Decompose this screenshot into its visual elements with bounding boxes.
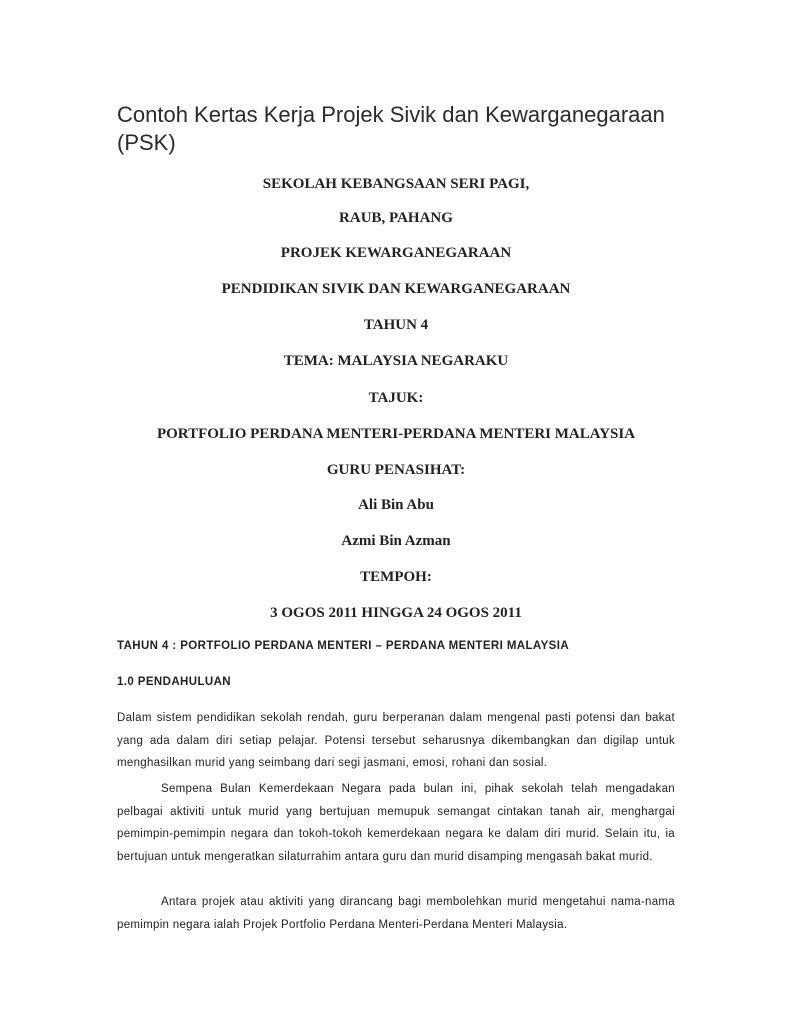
cover-year: TAHUN 4 <box>363 317 429 333</box>
cover-duration-value: 3 OGOS 2011 HINGGA 24 OGOS 2011 <box>270 605 522 621</box>
section-title: TAHUN 4 : PORTFOLIO PERDANA MENTERI – PERDANA MENTERI MALAYSIA <box>117 640 570 652</box>
cover-title-value: PORTFOLIO PERDANA MENTERI-PERDANA MENTERI MALAYSIA <box>156 426 636 442</box>
document-title: Contoh Kertas Kerja Projek Sivik dan Kewarganegaraan (PSK) <box>117 102 665 155</box>
cover-subject: PENDIDIKAN SIVIK DAN KEWARGANEGARAAN <box>221 281 571 297</box>
paragraph-3: Antara projek atau aktiviti yang dirancang bagi membolehkan murid mengetahui nama-nama pemimpin negara ialah Projek Portfolio Perdana Menteri-Perdana Menteri Malaysia. <box>117 896 675 931</box>
cover-duration-label: TEMPOH: <box>360 569 432 585</box>
cover-title-label: TAJUK: <box>368 390 424 406</box>
cover-theme: TEMA: MALAYSIA NEGARAKU <box>283 353 509 369</box>
cover-advisor-2: Azmi Bin Azman <box>341 533 451 549</box>
cover-advisor-1: Ali Bin Abu <box>358 497 434 513</box>
intro-heading: 1.0 PENDAHULUAN <box>117 676 231 688</box>
cover-advisor-label: GURU PENASIHAT: <box>326 462 466 478</box>
cover-location: RAUB, PAHANG <box>339 210 453 226</box>
paragraph-2: Sempena Bulan Kemerdekaan Negara pada bulan ini, pihak sekolah telah mengadakan pelbagai aktiviti untuk murid yang bertujuan memupuk semangat cintakan tanah air, menghargai pemimpin-pemimpin negara dan tokoh-tokoh kemerdekaan negara ke dalam diri murid. Selain itu, ia bertujuan untuk mengeratkan silaturrahim antara guru dan murid disamping mengasah bakat murid. <box>117 783 675 863</box>
paragraph-1: Dalam sistem pendidikan sekolah rendah, guru berperanan dalam mengenal pasti potensi dan bakat yang ada dalam diri setiap pelajar. Potensi tersebut seharusnya dikembangkan dan digilap untuk menghasilkan murid yang seimbang dari segi jasmani, emosi, rohani dan sosial. <box>117 712 675 769</box>
cover-project: PROJEK KEWARGANEGARAAN <box>280 245 512 261</box>
cover-school: SEKOLAH KEBANGSAAN SERI PAGI, <box>262 176 530 192</box>
